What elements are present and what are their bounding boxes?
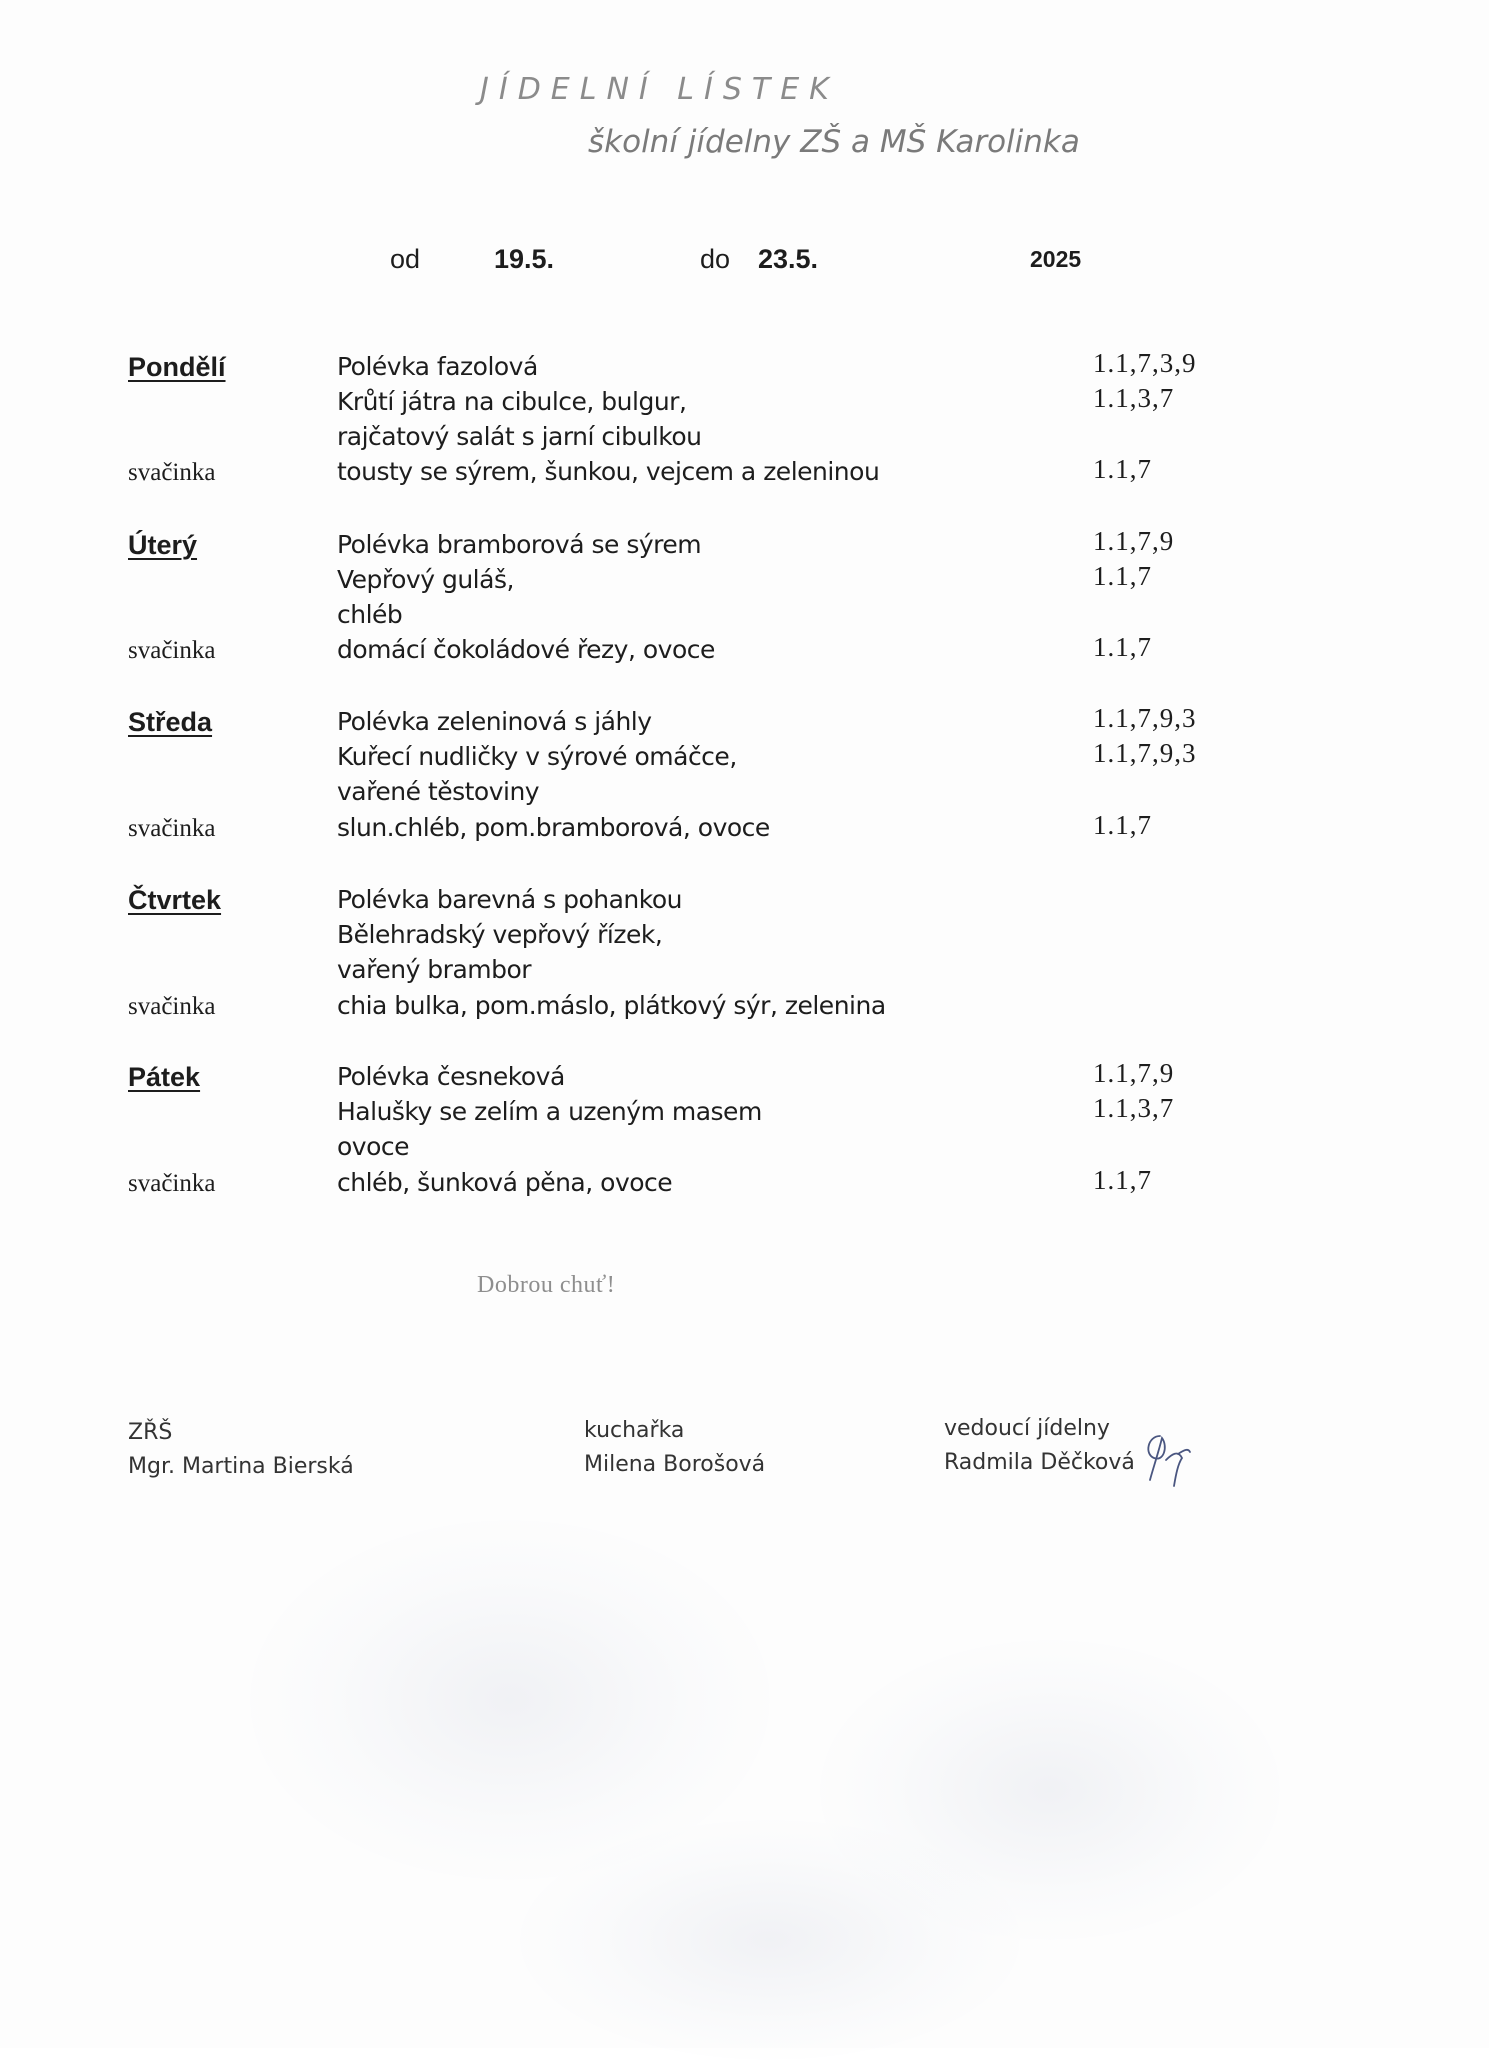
soup-allergens: 1.1,7,3,9: [1093, 348, 1197, 378]
period-year: 2025: [1030, 246, 1082, 272]
snack: slun.chléb, pom.bramborová, ovoce: [337, 813, 770, 842]
snack: tousty se sýrem, šunkou, vejcem a zeleninou: [337, 457, 880, 486]
scan-smudge: [520, 1820, 1020, 2060]
snack-allergens: 1.1,7: [1093, 454, 1152, 484]
snack: domácí čokoládové řezy, ovoce: [337, 635, 715, 664]
bon-appetit-note: Dobrou chuť!: [477, 1272, 616, 1298]
soup-allergens: 1.1,7,9,3: [1093, 703, 1197, 733]
signature-name: Radmila Děčková: [944, 1450, 1135, 1475]
main-allergens: 1.1,7,9,3: [1093, 738, 1197, 768]
snack-label: svačinka: [128, 637, 216, 664]
snack-label: svačinka: [128, 1170, 216, 1197]
signature-role: kuchařka: [584, 1418, 685, 1443]
main-allergens: 1.1,3,7: [1093, 1093, 1175, 1123]
menu-subtitle: školní jídelny ZŠ a MŠ Karolinka: [588, 124, 1080, 160]
snack: chia bulka, pom.máslo, plátkový sýr, zelenina: [337, 991, 886, 1020]
main-allergens: 1.1,7: [1093, 561, 1152, 591]
period-from-label: od: [390, 244, 421, 274]
main-dish: Bělehradský vepřový řízek,: [337, 920, 663, 949]
period-from-date: 19.5.: [494, 244, 555, 274]
handwritten-signature-icon: [1138, 1424, 1194, 1494]
signature-role: vedoucí jídelny: [944, 1416, 1110, 1441]
main-dish-side: vařené těstoviny: [337, 777, 540, 806]
day-label: Úterý: [128, 530, 198, 560]
signature-name: Milena Borošová: [584, 1452, 766, 1477]
main-dish: Krůtí játra na cibulce, bulgur,: [337, 387, 687, 416]
snack-allergens: 1.1,7: [1093, 1165, 1152, 1195]
menu-title: JÍDELNÍ LÍSTEK: [480, 72, 839, 107]
period-to-date: 23.5.: [758, 244, 819, 274]
snack-label: svačinka: [128, 993, 216, 1020]
day-label: Středa: [128, 707, 213, 737]
signature-role: ZŘŠ: [128, 1420, 173, 1445]
snack-allergens: 1.1,7: [1093, 632, 1152, 662]
main-dish-side: rajčatový salát s jarní cibulkou: [337, 422, 702, 451]
snack-label: svačinka: [128, 815, 216, 842]
main-dish: Halušky se zelím a uzeným masem: [337, 1097, 762, 1126]
soup: Polévka bramborová se sýrem: [337, 530, 702, 559]
main-allergens: 1.1,3,7: [1093, 383, 1175, 413]
day-label: Pátek: [128, 1062, 201, 1092]
soup: Polévka fazolová: [337, 352, 538, 381]
snack-allergens: 1.1,7: [1093, 810, 1152, 840]
soup-allergens: 1.1,7,9: [1093, 526, 1175, 556]
soup: Polévka barevná s pohankou: [337, 885, 682, 914]
main-dish: Kuřecí nudličky v sýrové omáčce,: [337, 742, 737, 771]
main-dish-side: ovoce: [337, 1132, 410, 1161]
day-label: Čtvrtek: [128, 885, 222, 915]
period-to-label: do: [700, 244, 731, 274]
snack-label: svačinka: [128, 459, 216, 486]
main-dish-side: vařený brambor: [337, 955, 532, 984]
main-dish: Vepřový guláš,: [337, 565, 514, 594]
soup: Polévka česneková: [337, 1062, 565, 1091]
day-label: Pondělí: [128, 352, 226, 382]
soup: Polévka zeleninová s jáhly: [337, 707, 652, 736]
signature-name: Mgr. Martina Bierská: [128, 1454, 354, 1479]
soup-allergens: 1.1,7,9: [1093, 1058, 1175, 1088]
main-dish-side: chléb: [337, 600, 403, 629]
snack: chléb, šunková pěna, ovoce: [337, 1168, 673, 1197]
